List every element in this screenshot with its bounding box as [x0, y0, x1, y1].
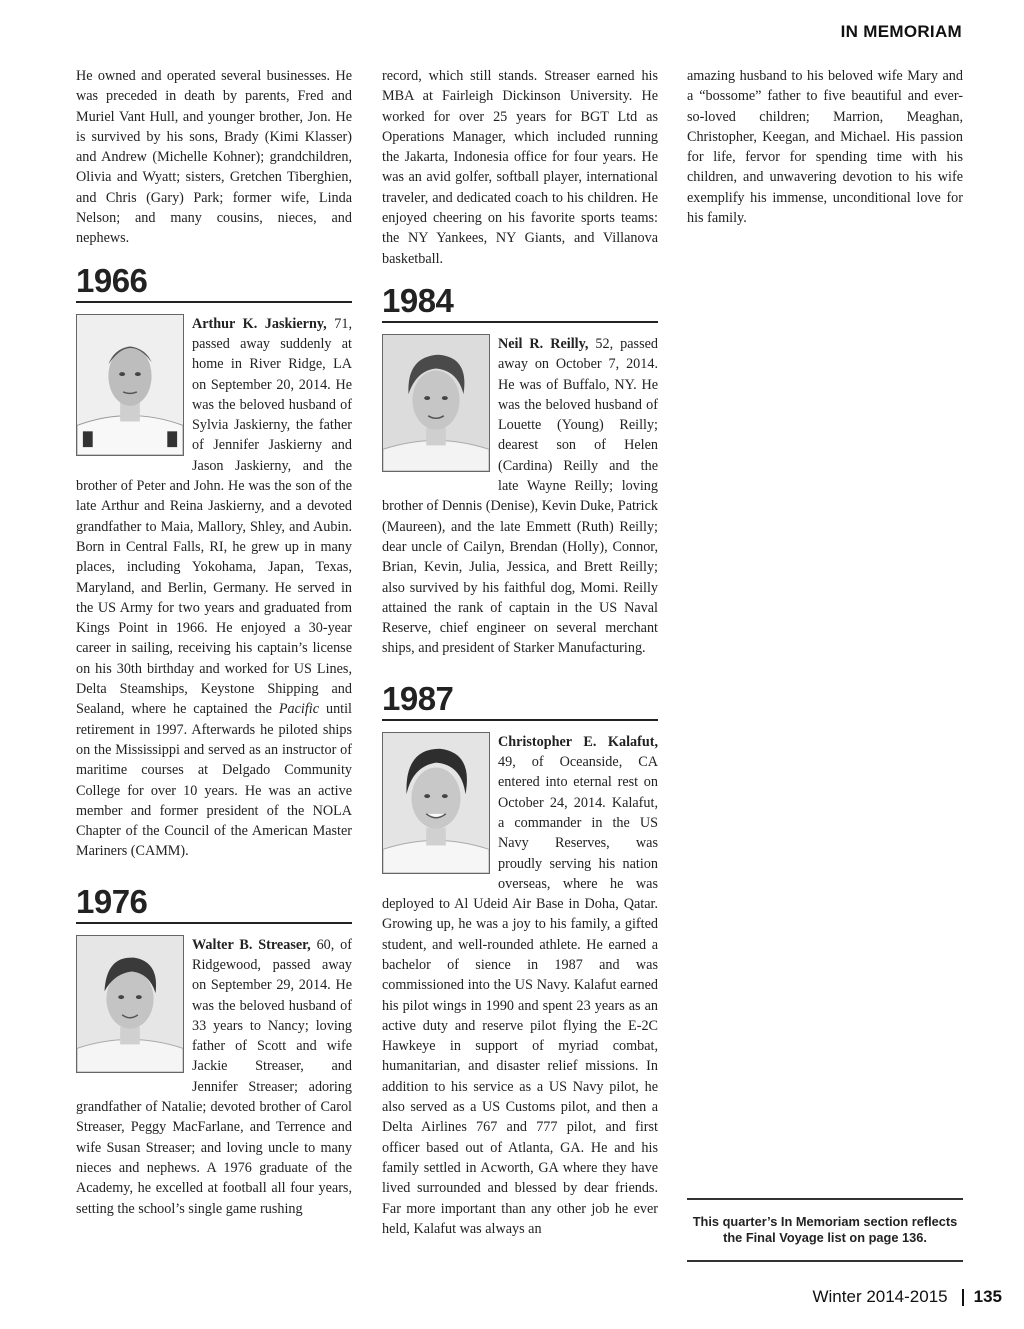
obituary-1984 [382, 334, 658, 659]
page-number: 135 [973, 1287, 1002, 1306]
obituary-1987-continued: amazing husband to his beloved wife Mary and a “bossome” father to five beautiful and ever-so-loved children; Marrion, Meaghan, Christopher, Keegan, and Michael. His passion for life, fervor for spending time with his children, and unwavering devotion to his wife exemplify his immense, unconditional love for his family. [687, 68, 963, 227]
page-footer [812, 1287, 1002, 1307]
portrait-photo-kalafut [382, 732, 490, 874]
column-2 [382, 66, 658, 1239]
year-heading-1976: 1976 [76, 884, 352, 924]
obituary-1987 [382, 732, 658, 1239]
issue-label: Winter 2014-2015 [812, 1287, 948, 1306]
column-1 [76, 66, 352, 1219]
name-streaser: Walter B. Streaser, [192, 936, 311, 953]
obituary-body-1984: 52, passed away on October 7, 2014. He was of Buffalo, NY. He was the beloved husband of Louette (Young) Reilly; dearest son of Helen (Cardina) Reilly and the late Wayne Reilly; loving brother of Dennis (Denise), Kevin Duke, Patrick (Maureen), and the late Emmett (Ruth) Reilly; dear uncle of Cailyn, Brendan (Holly), Connor, Brian, Kevin, Julia, Jessica, and Brett Reilly; also survived by his faithful dog, Momi. Reilly attained the rank of captain in the US Naval Reserve, chief engineer on several merchant ships, and president of Starker Manufacturing. [382, 335, 658, 657]
portrait-photo-reilly [382, 334, 490, 472]
portrait-photo-streaser [76, 935, 184, 1073]
footer-divider [962, 1289, 964, 1306]
name-reilly: Neil R. Reilly, [498, 335, 589, 352]
name-jaskierny: Arthur K. Jaskierny, [192, 315, 327, 332]
obituary-body-1966: 71, passed away suddenly at home in River Ridge, LA on September 20, 2014. He was the beloved husband of Sylvia Jaskierny, the father of Jennifer Jaskierny and Jason Jaskierny, and the brother of Peter and John. He was the son of the late Arthur and Reina Jaskierny, and a devoted grandfather to Maia, Mallory, Shley, and Aubin. Born in Central Falls, RI, he grew up in many places, including Yokohama, Japan, Texas, Maryland, and Berlin, Germany. He served in the US Army for two years and graduated from Kings Point in 1966. He enjoyed a 30-year career in sailing, receiving his captain’s license on his 30th birthday and worked for US Lines, Delta Steamships, Keystone Shipping and Sealand, where he captained the [76, 315, 353, 718]
section-header: IN MEMORIAM [840, 22, 962, 41]
name-kalafut: Christopher E. Kalafut, [498, 733, 658, 750]
obituary-body-1976: 60, of Ridgewood, passed away on September 29, 2014. He was the beloved husband of 33 years to Nancy; loving father of Scott and wife Jackie Streaser, and Jennifer Streaser; adoring grandfather of Natalie; devoted brother of Carol Streaser, Peggy MacFarlane, and Terrence and wife Susan Streaser; and loving uncle to many nieces and nephews. A 1976 graduate of the Academy, he excelled at football all four years, setting the school’s single game rushing [76, 936, 352, 1217]
year-heading-1966: 1966 [76, 263, 352, 303]
obituary-1976 [76, 935, 352, 1219]
note-box: This quarter’s In Memoriam section reflects the Final Voyage list on page 136. [687, 1198, 963, 1262]
obituary-1966 [76, 314, 352, 862]
ship-name: Pacific [278, 701, 320, 718]
obituary-body-1987: 49, of Oceanside, CA entered into eternal rest on October 24, 2014. Kalafut, a commander in the US Navy Reserves, was proudly serving his nation overseas, where he was deployed to Al Udeid Air Base in Doha, Qatar. Growing up, he was a joy to his family, a gifted student, and well-rounded athlete. He earned a bachelor of sience in 1987 and was commissioned into the US Navy. Kalafut earned his pilot wings in 1990 and spent 23 years as an active duty and reserve pilot flying the E-2C Hawkeye in support of myriad combat, humanitarian, and disaster relief missions. In addition to his service as a US Navy pilot, he also served as a US Customs pilot, and then a Delta Airlines 767 and 777 pilot, and first officer based out of Atlanta, GA. He and his family settled in Acworth, GA where they have lived surrounded and blessed by dear friends. Far more important than any other job he ever held, Kalafut was always an [382, 754, 658, 1237]
year-heading-1987: 1987 [382, 681, 658, 721]
intro-paragraph: He owned and operated several businesses. He was preceded in death by parents, Fred and Muriel Vant Hull, and younger brother, Jon. He is survived by his sons, Brady (Kimi Klasser) and Andrew (Michelle Kohner); grandchildren, Olivia and Wyatt; sisters, Gretchen Tiberghien, and Chris (Gary) Park; former wife, Linda Nelson; and many cousins, nieces, and nephews. [76, 68, 352, 247]
obituary-1976-continued: record, which still stands. Streaser earned his MBA at Fairleigh Dickinson University. He worked for over 25 years for BGT Ltd as Operations Manager, which included running the Jakarta, Indonesia office for four years. He was an avid golfer, softball player, international traveler, and dedicated coach to his children. He enjoyed cheering on his favorite sports teams: the NY Yankees, NY Giants, and Villanova basketball. [382, 68, 658, 267]
portrait-photo-jaskierny [76, 314, 184, 456]
column-3 [687, 66, 963, 228]
obituary-body-1966-cont: until retirement in 1997. Afterwards he piloted ships on the Mississippi and served as an instructor of maritime courses at Delgado Community College for over 10 years. He was an active member and former president of the NOLA Chapter of the Council of the American Master Mariners (CAMM). [76, 701, 352, 860]
year-heading-1984: 1984 [382, 283, 658, 323]
